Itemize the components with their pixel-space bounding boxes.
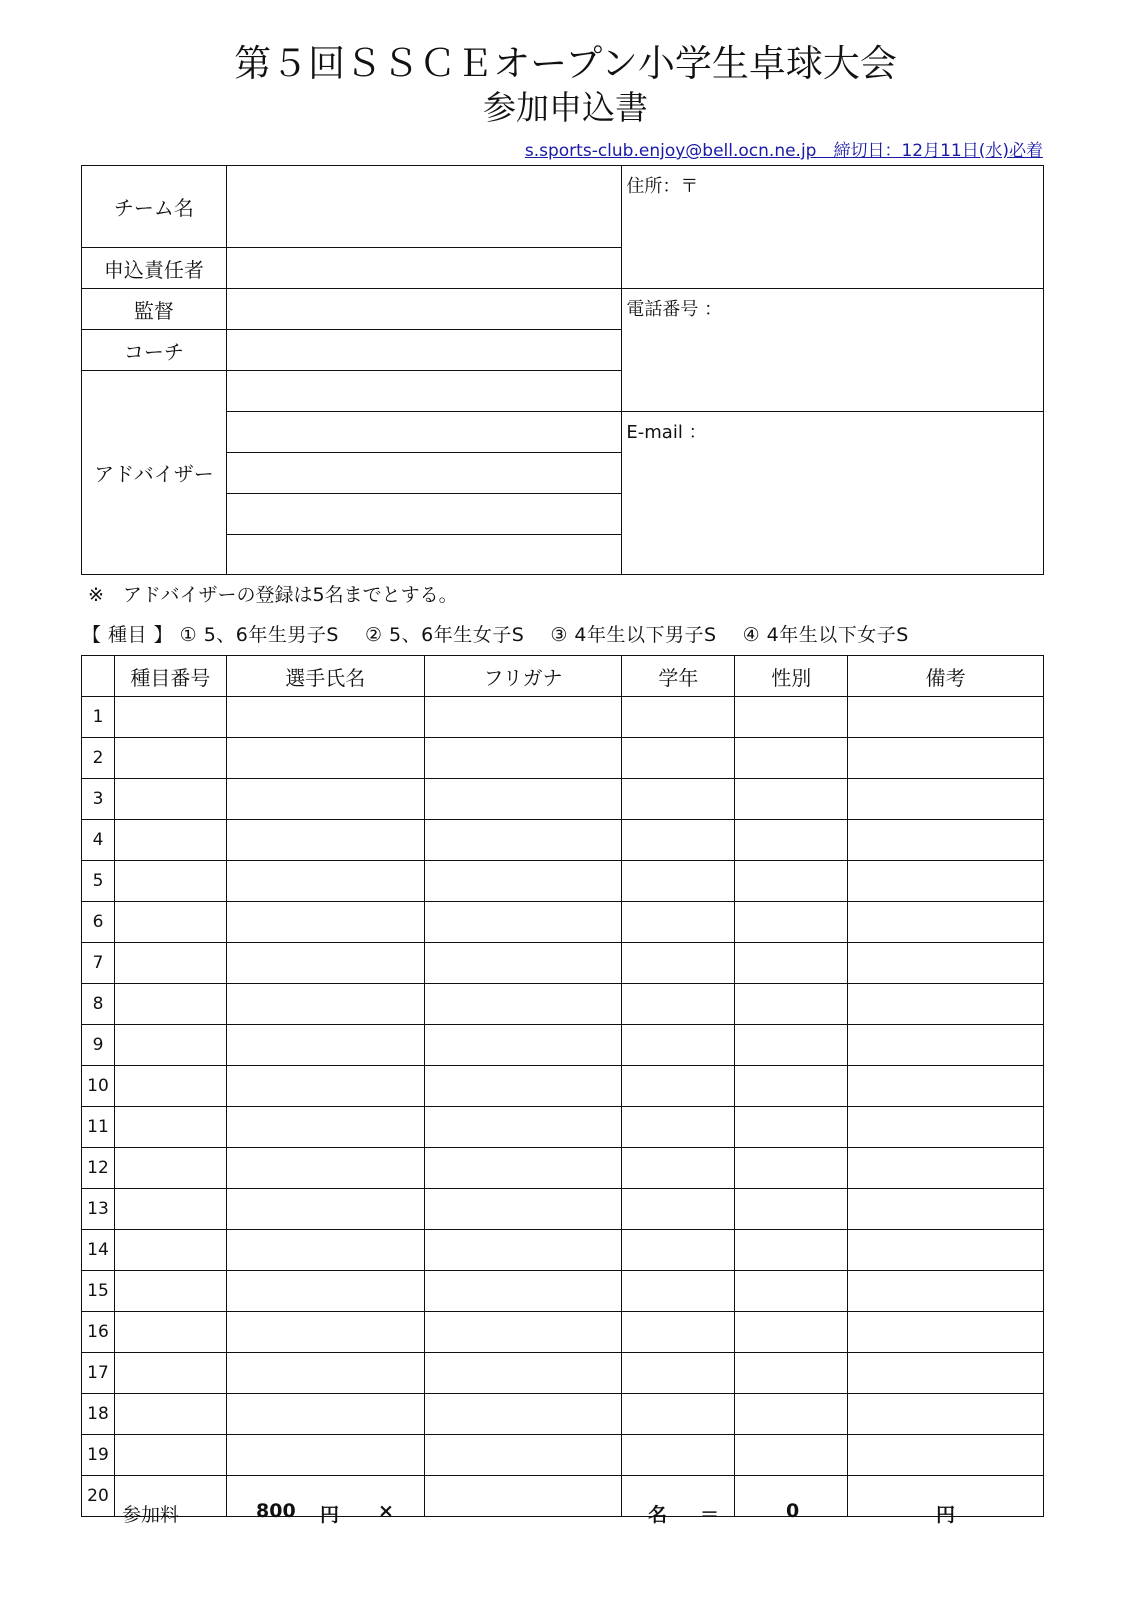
furigana-cell[interactable] bbox=[424, 1148, 622, 1189]
row-number: 20 bbox=[82, 1476, 115, 1517]
furigana-cell[interactable] bbox=[424, 1435, 622, 1476]
email-label: E-mail ： bbox=[626, 422, 707, 443]
row-number: 18 bbox=[82, 1394, 115, 1435]
player-name-cell[interactable] bbox=[226, 1394, 424, 1435]
row-number: 15 bbox=[82, 1271, 115, 1312]
remarks-cell[interactable] bbox=[848, 697, 1044, 738]
player-name-cell[interactable] bbox=[226, 738, 424, 779]
event-number-cell[interactable] bbox=[114, 779, 226, 820]
remarks-cell[interactable] bbox=[848, 1230, 1044, 1271]
furigana-cell[interactable] bbox=[424, 1312, 622, 1353]
page-subtitle: 参加申込書 bbox=[483, 88, 648, 127]
player-name-cell[interactable] bbox=[226, 1066, 424, 1107]
remarks-cell[interactable] bbox=[848, 902, 1044, 943]
team-name-label: チーム名 bbox=[82, 166, 227, 248]
player-name-cell[interactable] bbox=[226, 1189, 424, 1230]
header-grade: 学年 bbox=[622, 656, 735, 697]
furigana-cell[interactable] bbox=[424, 779, 622, 820]
furigana-cell[interactable] bbox=[424, 1476, 622, 1517]
gender-cell[interactable] bbox=[735, 779, 848, 820]
table-row bbox=[82, 984, 1044, 1025]
player-name-cell[interactable] bbox=[226, 1353, 424, 1394]
header-gender: 性別 bbox=[735, 656, 848, 697]
grade-cell[interactable] bbox=[622, 1189, 735, 1230]
player-name-cell[interactable] bbox=[226, 1271, 424, 1312]
row-number: 8 bbox=[82, 984, 115, 1025]
row-number: 1 bbox=[82, 697, 115, 738]
fee-amount: 800 bbox=[256, 1500, 296, 1522]
fee-total: 0 bbox=[786, 1500, 800, 1522]
gender-cell[interactable] bbox=[735, 1189, 848, 1230]
remarks-cell[interactable] bbox=[848, 1394, 1044, 1435]
coach-field[interactable] bbox=[226, 330, 622, 371]
row-number: 14 bbox=[82, 1230, 115, 1271]
furigana-cell[interactable] bbox=[424, 984, 622, 1025]
table-row bbox=[82, 1394, 1044, 1435]
table-row bbox=[82, 1435, 1044, 1476]
grade-cell[interactable] bbox=[622, 779, 735, 820]
row-number: 13 bbox=[82, 1189, 115, 1230]
table-row bbox=[82, 1066, 1044, 1107]
grade-cell[interactable] bbox=[622, 1148, 735, 1189]
gender-cell[interactable] bbox=[735, 1148, 848, 1189]
fee-label: 参加料 bbox=[122, 1504, 180, 1526]
table-row bbox=[82, 1148, 1044, 1189]
header-player-name: 選手氏名 bbox=[226, 656, 424, 697]
header-number bbox=[82, 656, 115, 697]
applicant-field[interactable] bbox=[226, 248, 622, 289]
remarks-cell[interactable] bbox=[848, 1066, 1044, 1107]
gender-cell[interactable] bbox=[735, 984, 848, 1025]
header-furigana: フリガナ bbox=[424, 656, 622, 697]
player-name-cell[interactable] bbox=[226, 1107, 424, 1148]
furigana-cell[interactable] bbox=[424, 861, 622, 902]
furigana-cell[interactable] bbox=[424, 1066, 622, 1107]
gender-cell[interactable] bbox=[735, 943, 848, 984]
row-number: 4 bbox=[82, 820, 115, 861]
remarks-cell[interactable] bbox=[848, 984, 1044, 1025]
grade-cell[interactable] bbox=[622, 1394, 735, 1435]
furigana-cell[interactable] bbox=[424, 943, 622, 984]
remarks-cell[interactable] bbox=[848, 1025, 1044, 1066]
gender-cell[interactable] bbox=[735, 697, 848, 738]
page-title: 第５回ＳＳＣＥオープン小学生卓球大会 bbox=[234, 42, 897, 85]
event-number-cell[interactable] bbox=[114, 861, 226, 902]
gender-cell[interactable] bbox=[735, 1271, 848, 1312]
gender-cell[interactable] bbox=[735, 1025, 848, 1066]
event-number-cell[interactable] bbox=[114, 1066, 226, 1107]
event-number-cell[interactable] bbox=[114, 697, 226, 738]
player-name-cell[interactable] bbox=[226, 1025, 424, 1066]
table-row bbox=[82, 1353, 1044, 1394]
grade-cell[interactable] bbox=[622, 1435, 735, 1476]
team-name-field[interactable] bbox=[226, 166, 622, 248]
phone-field[interactable] bbox=[622, 289, 1044, 412]
grade-cell[interactable] bbox=[622, 697, 735, 738]
grade-cell[interactable] bbox=[622, 861, 735, 902]
header-remarks: 備考 bbox=[848, 656, 1044, 697]
grade-cell[interactable] bbox=[622, 738, 735, 779]
player-name-cell[interactable] bbox=[226, 902, 424, 943]
row-number: 11 bbox=[82, 1107, 115, 1148]
advisor-field-3[interactable] bbox=[226, 453, 622, 494]
grade-cell[interactable] bbox=[622, 820, 735, 861]
furigana-cell[interactable] bbox=[424, 1025, 622, 1066]
grade-cell[interactable] bbox=[622, 1066, 735, 1107]
table-row bbox=[82, 1271, 1044, 1312]
player-name-cell[interactable] bbox=[226, 697, 424, 738]
entry-table bbox=[81, 655, 1044, 1517]
furigana-cell[interactable] bbox=[424, 820, 622, 861]
fee-times: × bbox=[378, 1500, 394, 1522]
table-row bbox=[82, 820, 1044, 861]
email-field[interactable] bbox=[622, 412, 1044, 575]
event-number-cell[interactable] bbox=[114, 1148, 226, 1189]
coach-label: コーチ bbox=[82, 330, 227, 371]
table-row bbox=[82, 1230, 1044, 1271]
player-name-cell[interactable] bbox=[226, 820, 424, 861]
header-event-number: 種目番号 bbox=[114, 656, 226, 697]
advisor-field-4[interactable] bbox=[226, 494, 622, 535]
grade-cell[interactable] bbox=[622, 1107, 735, 1148]
gender-cell[interactable] bbox=[735, 1312, 848, 1353]
gender-cell[interactable] bbox=[735, 1107, 848, 1148]
gender-cell[interactable] bbox=[735, 1435, 848, 1476]
event-number-cell[interactable] bbox=[114, 1271, 226, 1312]
row-number: 17 bbox=[82, 1353, 115, 1394]
furigana-cell[interactable] bbox=[424, 1353, 622, 1394]
gender-cell[interactable] bbox=[735, 820, 848, 861]
fee-equals: ＝ bbox=[700, 1504, 720, 1526]
event-number-cell[interactable] bbox=[114, 943, 226, 984]
player-name-cell[interactable] bbox=[226, 1435, 424, 1476]
remarks-cell[interactable] bbox=[848, 1271, 1044, 1312]
phone-label: 電話番号 ： bbox=[626, 299, 723, 320]
player-name-cell[interactable] bbox=[226, 861, 424, 902]
grade-cell[interactable] bbox=[622, 943, 735, 984]
event-number-cell[interactable] bbox=[114, 1353, 226, 1394]
gender-cell[interactable] bbox=[735, 902, 848, 943]
event-number-cell[interactable] bbox=[114, 820, 226, 861]
furigana-cell[interactable] bbox=[424, 902, 622, 943]
table-row bbox=[82, 1025, 1044, 1066]
event-number-cell[interactable] bbox=[114, 1312, 226, 1353]
player-name-cell[interactable] bbox=[226, 1312, 424, 1353]
fee-yen: 円 bbox=[320, 1504, 340, 1526]
player-name-cell[interactable] bbox=[226, 1148, 424, 1189]
table-row bbox=[82, 1189, 1044, 1230]
event-number-cell[interactable] bbox=[114, 902, 226, 943]
team-info-table bbox=[81, 165, 1044, 575]
address-field[interactable] bbox=[622, 166, 1044, 289]
row-number: 9 bbox=[82, 1025, 115, 1066]
remarks-cell[interactable] bbox=[848, 1148, 1044, 1189]
advisor-label: アドバイザー bbox=[82, 371, 227, 575]
gender-cell[interactable] bbox=[735, 1230, 848, 1271]
row-number: 6 bbox=[82, 902, 115, 943]
gender-cell[interactable] bbox=[735, 1353, 848, 1394]
event-number-cell[interactable] bbox=[114, 1435, 226, 1476]
event-number-cell[interactable] bbox=[114, 984, 226, 1025]
table-row bbox=[82, 902, 1044, 943]
applicant-label: 申込責任者 bbox=[82, 248, 227, 289]
row-number: 16 bbox=[82, 1312, 115, 1353]
table-row bbox=[82, 861, 1044, 902]
remarks-cell[interactable] bbox=[848, 861, 1044, 902]
row-number: 10 bbox=[82, 1066, 115, 1107]
grade-cell[interactable] bbox=[622, 1271, 735, 1312]
event-number-cell[interactable] bbox=[114, 738, 226, 779]
player-name-cell[interactable] bbox=[226, 943, 424, 984]
event-number-cell[interactable] bbox=[114, 1394, 226, 1435]
remarks-cell[interactable] bbox=[848, 1435, 1044, 1476]
gender-cell[interactable] bbox=[735, 738, 848, 779]
row-number: 3 bbox=[82, 779, 115, 820]
furigana-cell[interactable] bbox=[424, 1394, 622, 1435]
grade-cell[interactable] bbox=[622, 1230, 735, 1271]
event-number-cell[interactable] bbox=[114, 1025, 226, 1066]
fee-count-unit: 名 bbox=[648, 1504, 668, 1526]
furigana-cell[interactable] bbox=[424, 738, 622, 779]
player-name-cell[interactable] bbox=[226, 779, 424, 820]
furigana-cell[interactable] bbox=[424, 1189, 622, 1230]
table-row bbox=[82, 697, 1044, 738]
row-number: 19 bbox=[82, 1435, 115, 1476]
address-label: 住所：〒 bbox=[626, 176, 699, 197]
remarks-cell[interactable] bbox=[848, 738, 1044, 779]
event-number-cell[interactable] bbox=[114, 1230, 226, 1271]
table-row bbox=[82, 1476, 1044, 1517]
table-row bbox=[82, 779, 1044, 820]
table-row bbox=[82, 1312, 1044, 1353]
manager-field[interactable] bbox=[226, 289, 622, 330]
remarks-cell[interactable] bbox=[848, 779, 1044, 820]
row-number: 2 bbox=[82, 738, 115, 779]
grade-cell[interactable] bbox=[622, 1353, 735, 1394]
row-number: 12 bbox=[82, 1148, 115, 1189]
row-number: 5 bbox=[82, 861, 115, 902]
event-number-cell[interactable] bbox=[114, 1189, 226, 1230]
fee-total-yen: 円 bbox=[936, 1504, 956, 1526]
grade-cell[interactable] bbox=[622, 984, 735, 1025]
manager-label: 監督 bbox=[82, 289, 227, 330]
furigana-cell[interactable] bbox=[424, 1107, 622, 1148]
furigana-cell[interactable] bbox=[424, 697, 622, 738]
table-row bbox=[82, 738, 1044, 779]
furigana-cell[interactable] bbox=[424, 1271, 622, 1312]
player-name-cell[interactable] bbox=[226, 984, 424, 1025]
advisor-note: ※ アドバイザーの登録は5名までとする。 bbox=[88, 584, 458, 606]
event-number-cell[interactable] bbox=[114, 1107, 226, 1148]
furigana-cell[interactable] bbox=[424, 1230, 622, 1271]
advisor-field-2[interactable] bbox=[226, 412, 622, 453]
table-row bbox=[82, 1107, 1044, 1148]
grade-cell[interactable] bbox=[622, 1312, 735, 1353]
table-row bbox=[82, 943, 1044, 984]
row-number: 7 bbox=[82, 943, 115, 984]
remarks-cell[interactable] bbox=[848, 1189, 1044, 1230]
gender-cell[interactable] bbox=[735, 861, 848, 902]
contact-email-deadline[interactable]: s.sports-club.enjoy@bell.ocn.ne.jp 締切日：12月11日(水)必着 bbox=[524, 141, 1043, 161]
remarks-cell[interactable] bbox=[848, 943, 1044, 984]
remarks-cell[interactable] bbox=[848, 1107, 1044, 1148]
grade-cell[interactable] bbox=[622, 902, 735, 943]
remarks-cell[interactable] bbox=[848, 1312, 1044, 1353]
gender-cell[interactable] bbox=[735, 1394, 848, 1435]
gender-cell[interactable] bbox=[735, 1066, 848, 1107]
remarks-cell[interactable] bbox=[848, 1353, 1044, 1394]
advisor-field-1[interactable] bbox=[226, 371, 622, 412]
advisor-field-5[interactable] bbox=[226, 535, 622, 575]
event-list: 【 種目 】 ① 5、6年生男子S ② 5、6年生女子S ③ 4年生以下男子S ④ 4年生以下女子S bbox=[82, 624, 909, 646]
player-name-cell[interactable] bbox=[226, 1230, 424, 1271]
grade-cell[interactable] bbox=[622, 1025, 735, 1066]
remarks-cell[interactable] bbox=[848, 820, 1044, 861]
